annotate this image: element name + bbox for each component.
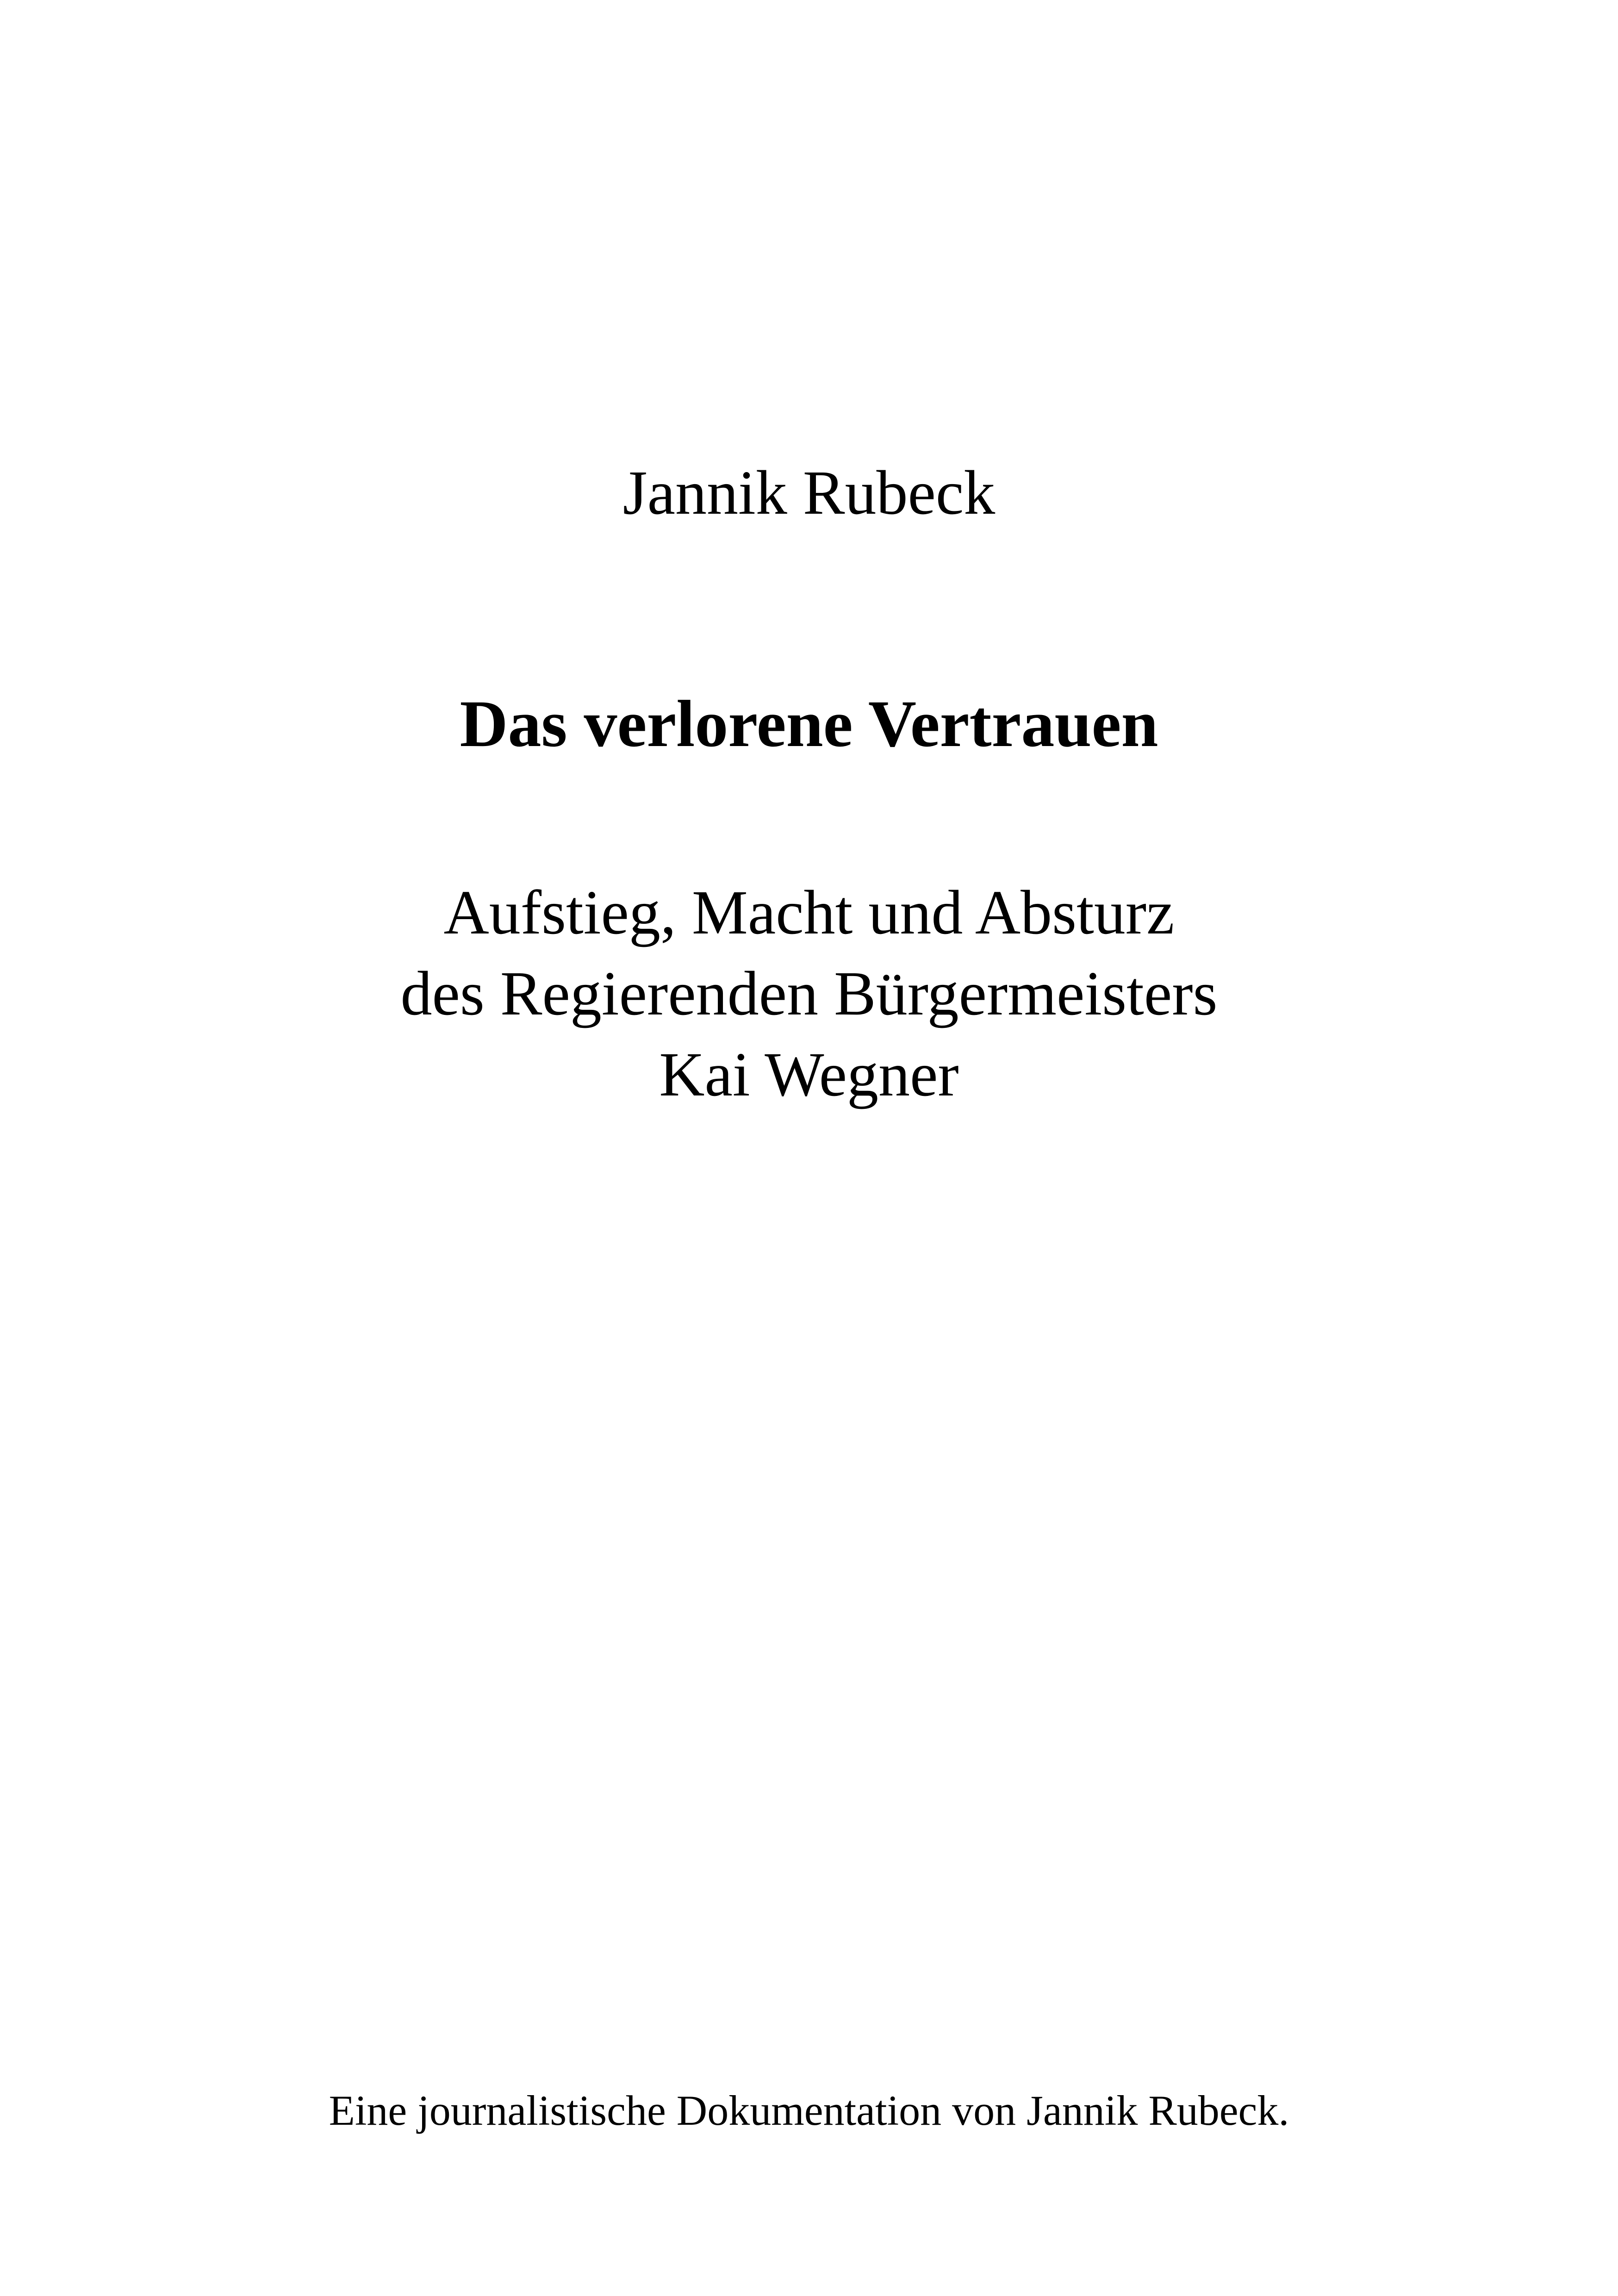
subtitle-line: Kai Wegner (659, 1040, 959, 1109)
author-name: Jannik Rubeck (622, 458, 996, 528)
book-title: Das verlorene Vertrauen (460, 687, 1158, 761)
footer-note: Eine journalistische Dokumentation von Jannik Rubeck. (329, 2087, 1289, 2134)
subtitle-line: des Regierenden Bürgermeisters (400, 959, 1218, 1028)
subtitle (0, 872, 1618, 1115)
subtitle-line: Aufstieg, Macht und Absturz (443, 878, 1175, 947)
